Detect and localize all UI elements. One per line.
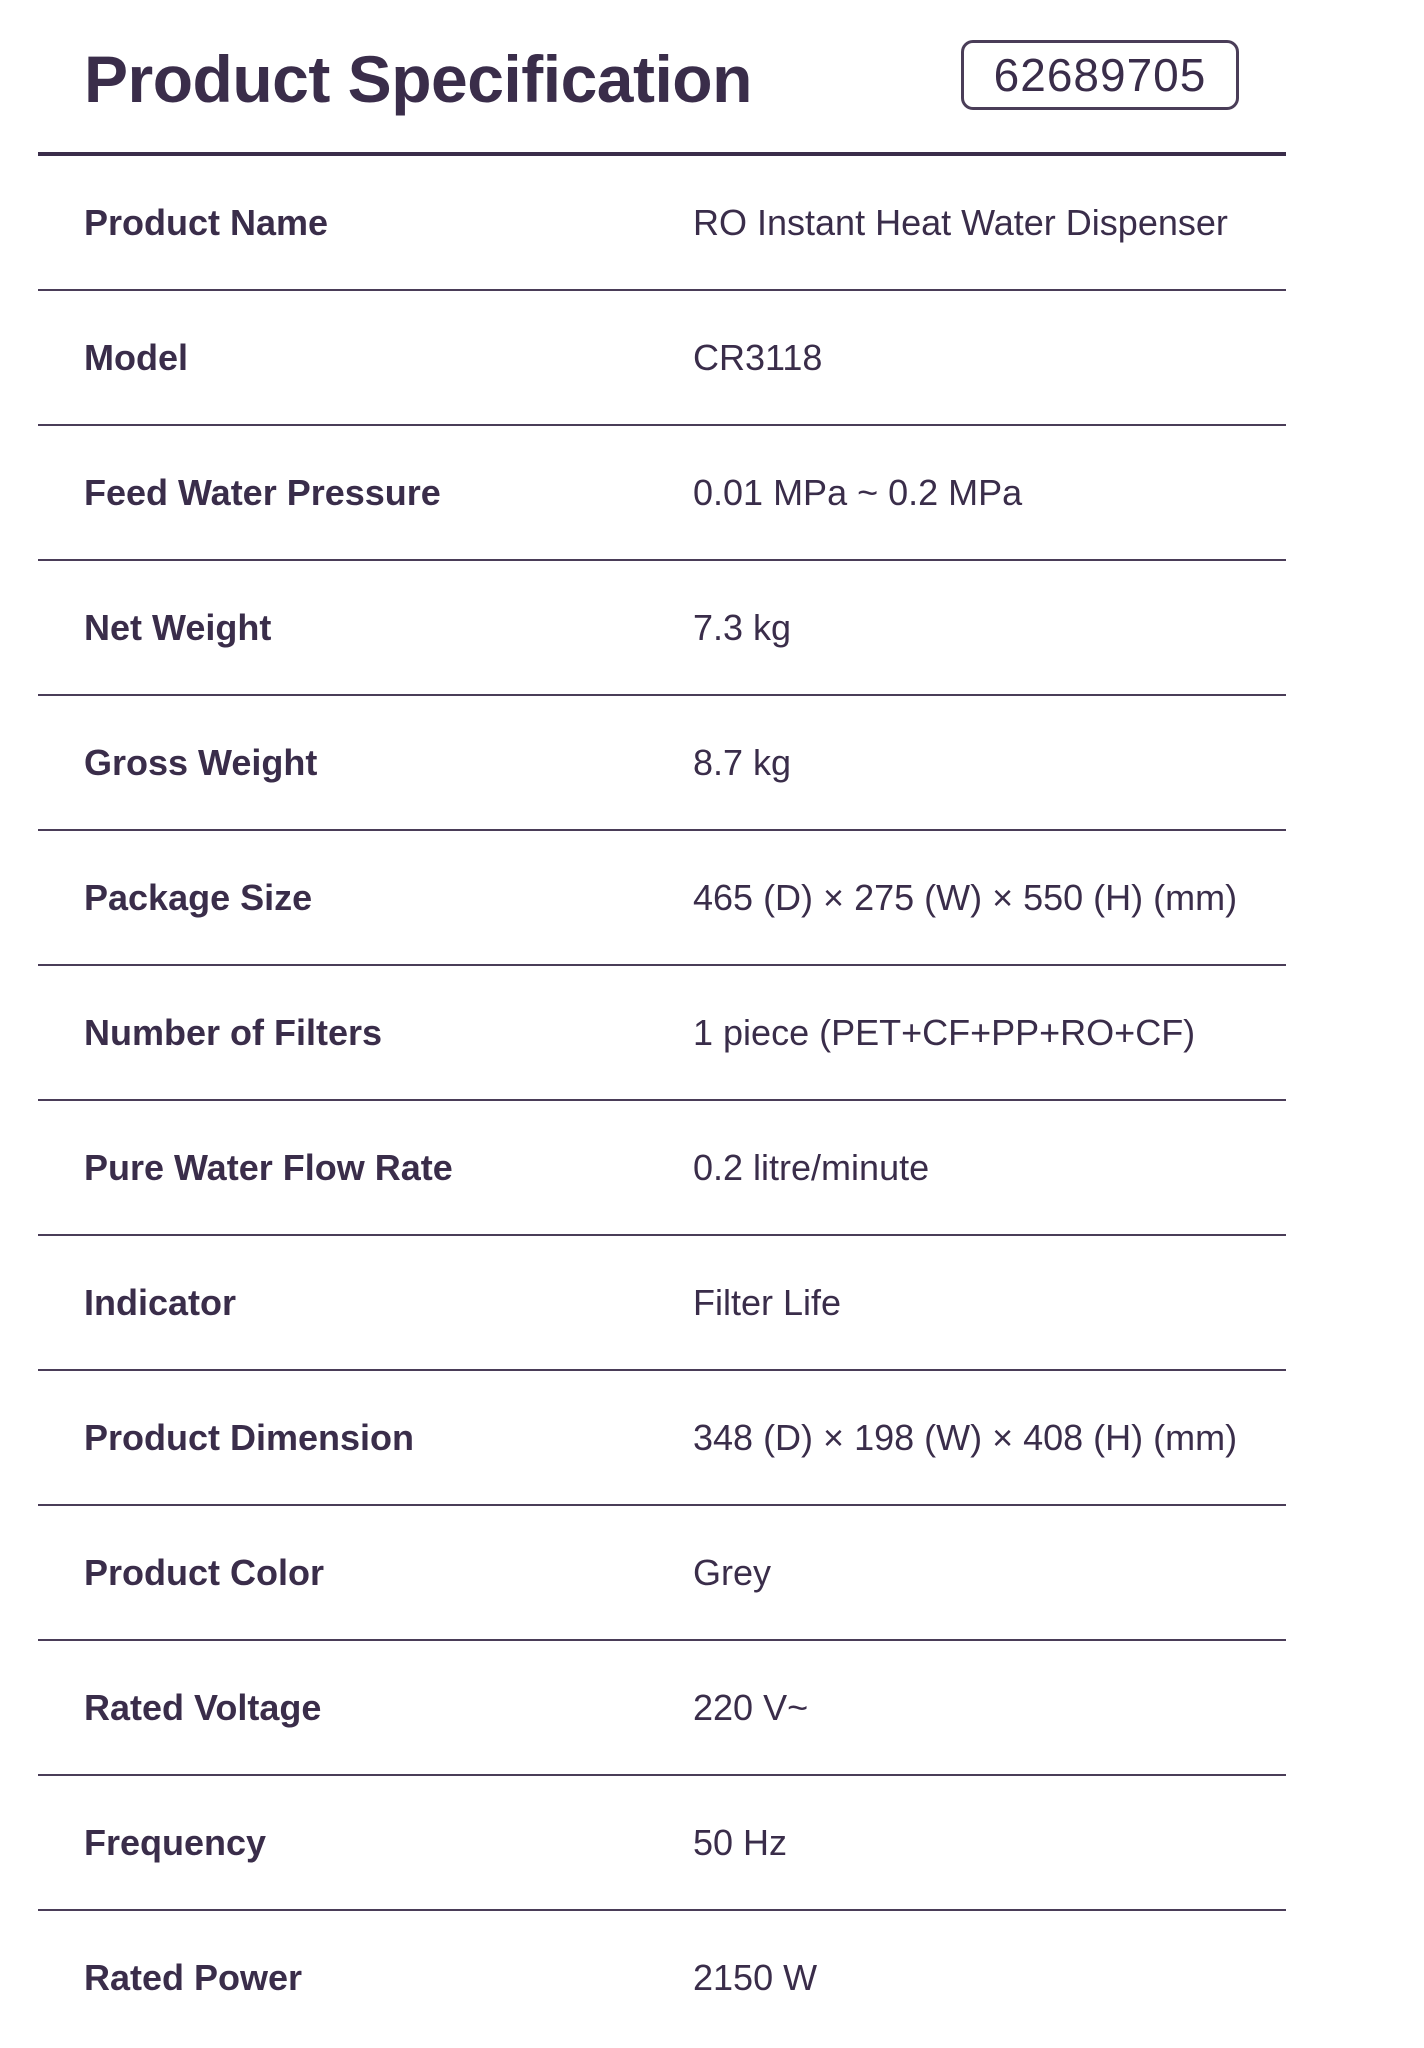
spec-row-pure-water-flow-rate [38,1101,1286,1236]
spec-header [38,0,1286,156]
spec-value: 348 (D) × 198 (W) × 408 (H) (mm) [693,1417,1238,1458]
spec-label: Rated Voltage [84,1687,322,1728]
spec-value: 0.01 MPa ~ 0.2 MPa [693,472,1023,513]
spec-value: 465 (D) × 275 (W) × 550 (H) (mm) [693,877,1238,918]
spec-row-number-of-filters [38,966,1286,1101]
spec-row-model [38,291,1286,426]
spec-label: Net Weight [84,607,272,648]
spec-label: Indicator [84,1282,237,1323]
spec-row-gross-weight [38,696,1286,831]
spec-label: Package Size [84,877,313,918]
spec-label: Frequency [84,1822,267,1863]
spec-row-frequency [38,1776,1286,1911]
spec-label: Rated Power [84,1957,303,1998]
spec-row-indicator [38,1236,1286,1371]
spec-row-rated-power [38,1911,1286,2046]
spec-label: Product Color [84,1552,324,1593]
spec-label: Gross Weight [84,742,318,783]
spec-label: Number of Filters [84,1012,383,1053]
spec-sheet [38,0,1286,2048]
product-code-badge: 62689705 [961,40,1239,110]
spec-row-package-size [38,831,1286,966]
spec-label: Pure Water Flow Rate [84,1147,453,1188]
spec-table [38,156,1286,2046]
spec-row-product-dimension [38,1371,1286,1506]
spec-value: Filter Life [693,1282,842,1323]
spec-row-product-color [38,1506,1286,1641]
spec-value: CR3118 [693,337,823,378]
spec-label: Feed Water Pressure [84,472,441,513]
spec-row-product-name [38,156,1286,291]
spec-value: 2150 W [693,1957,818,1998]
spec-value: 7.3 kg [693,607,792,648]
spec-row-feed-water-pressure [38,426,1286,561]
page-title: Product Specification [84,42,752,116]
spec-value: 220 V~ [693,1687,809,1728]
spec-row-net-weight [38,561,1286,696]
spec-value: 0.2 litre/minute [693,1147,930,1188]
spec-value: RO Instant Heat Water Dispenser [693,202,1228,243]
spec-label: Product Dimension [84,1417,415,1458]
spec-value: 8.7 kg [693,742,792,783]
spec-label: Model [84,337,188,378]
spec-label: Product Name [84,202,329,243]
spec-value: 50 Hz [693,1822,788,1863]
spec-value: Grey [693,1552,772,1593]
spec-value: 1 piece (PET+CF+PP+RO+CF) [693,1012,1196,1053]
spec-row-rated-voltage [38,1641,1286,1776]
